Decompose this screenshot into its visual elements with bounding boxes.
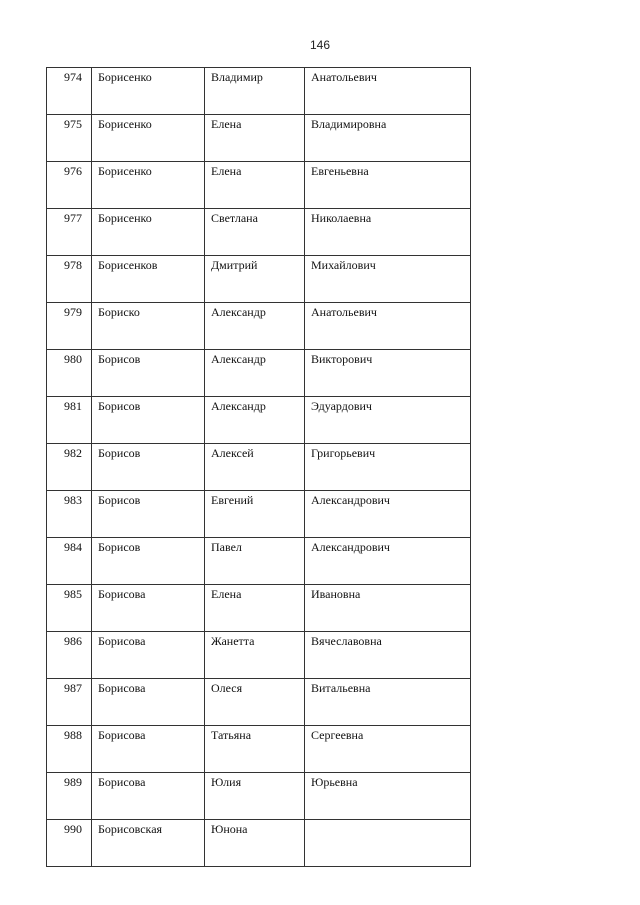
table-row: [47, 397, 471, 444]
row-number-cell: 985: [47, 585, 92, 632]
patronymic-cell: Эдуардович: [305, 397, 471, 444]
patronymic-cell: Евгеньевна: [305, 162, 471, 209]
table-row: [47, 585, 471, 632]
first-name-cell: Дмитрий: [205, 256, 305, 303]
row-number-cell: 980: [47, 350, 92, 397]
last-name-cell: Борисов: [92, 350, 205, 397]
last-name-cell: Борисенко: [92, 209, 205, 256]
last-name-cell: Борисов: [92, 397, 205, 444]
first-name-cell: Юлия: [205, 773, 305, 820]
last-name-cell: Борисов: [92, 491, 205, 538]
row-number-cell: 989: [47, 773, 92, 820]
last-name-cell: Борисенко: [92, 68, 205, 115]
patronymic-cell: Ивановна: [305, 585, 471, 632]
table-row: [47, 726, 471, 773]
patronymic-cell: Анатольевич: [305, 68, 471, 115]
last-name-cell: Борисенко: [92, 115, 205, 162]
patronymic-cell: Николаевна: [305, 209, 471, 256]
first-name-cell: Елена: [205, 162, 305, 209]
first-name-cell: Евгений: [205, 491, 305, 538]
patronymic-cell: Григорьевич: [305, 444, 471, 491]
patronymic-cell: Юрьевна: [305, 773, 471, 820]
patronymic-cell: Александрович: [305, 538, 471, 585]
first-name-cell: Елена: [205, 585, 305, 632]
first-name-cell: Елена: [205, 115, 305, 162]
first-name-cell: Татьяна: [205, 726, 305, 773]
row-number-cell: 978: [47, 256, 92, 303]
patronymic-cell: Михайлович: [305, 256, 471, 303]
row-number-cell: 984: [47, 538, 92, 585]
table-row: [47, 256, 471, 303]
patronymic-cell: Сергеевна: [305, 726, 471, 773]
table-row: [47, 162, 471, 209]
page-number: 146: [309, 38, 331, 52]
row-number-cell: 982: [47, 444, 92, 491]
table-row: [47, 679, 471, 726]
first-name-cell: Владимир: [205, 68, 305, 115]
first-name-cell: Олеся: [205, 679, 305, 726]
table-row: [47, 444, 471, 491]
first-name-cell: Павел: [205, 538, 305, 585]
row-number-cell: 979: [47, 303, 92, 350]
patronymic-cell: Владимировна: [305, 115, 471, 162]
table-row: [47, 68, 471, 115]
patronymic-cell: [305, 820, 471, 867]
patronymic-cell: Витальевна: [305, 679, 471, 726]
row-number-cell: 990: [47, 820, 92, 867]
last-name-cell: Борисовская: [92, 820, 205, 867]
patronymic-cell: Викторович: [305, 350, 471, 397]
row-number-cell: 976: [47, 162, 92, 209]
last-name-cell: Борисов: [92, 538, 205, 585]
table-row: [47, 303, 471, 350]
table-row: [47, 209, 471, 256]
table-row: [47, 491, 471, 538]
first-name-cell: Александр: [205, 303, 305, 350]
last-name-cell: Борисов: [92, 444, 205, 491]
last-name-cell: Борисова: [92, 679, 205, 726]
names-table-body: [47, 68, 471, 867]
last-name-cell: Борисенков: [92, 256, 205, 303]
first-name-cell: Светлана: [205, 209, 305, 256]
first-name-cell: Александр: [205, 350, 305, 397]
last-name-cell: Борисова: [92, 773, 205, 820]
first-name-cell: Александр: [205, 397, 305, 444]
names-table: [46, 67, 471, 867]
first-name-cell: Алексей: [205, 444, 305, 491]
table-row: [47, 773, 471, 820]
table-row: [47, 115, 471, 162]
last-name-cell: Борисенко: [92, 162, 205, 209]
first-name-cell: Юнона: [205, 820, 305, 867]
patronymic-cell: Вячеславовна: [305, 632, 471, 679]
row-number-cell: 986: [47, 632, 92, 679]
last-name-cell: Бориско: [92, 303, 205, 350]
row-number-cell: 987: [47, 679, 92, 726]
last-name-cell: Борисова: [92, 632, 205, 679]
first-name-cell: Жанетта: [205, 632, 305, 679]
table-row: [47, 820, 471, 867]
last-name-cell: Борисова: [92, 726, 205, 773]
row-number-cell: 975: [47, 115, 92, 162]
patronymic-cell: Анатольевич: [305, 303, 471, 350]
table-row: [47, 538, 471, 585]
row-number-cell: 983: [47, 491, 92, 538]
table-row: [47, 350, 471, 397]
row-number-cell: 977: [47, 209, 92, 256]
last-name-cell: Борисова: [92, 585, 205, 632]
row-number-cell: 974: [47, 68, 92, 115]
table-row: [47, 632, 471, 679]
row-number-cell: 981: [47, 397, 92, 444]
patronymic-cell: Александрович: [305, 491, 471, 538]
row-number-cell: 988: [47, 726, 92, 773]
